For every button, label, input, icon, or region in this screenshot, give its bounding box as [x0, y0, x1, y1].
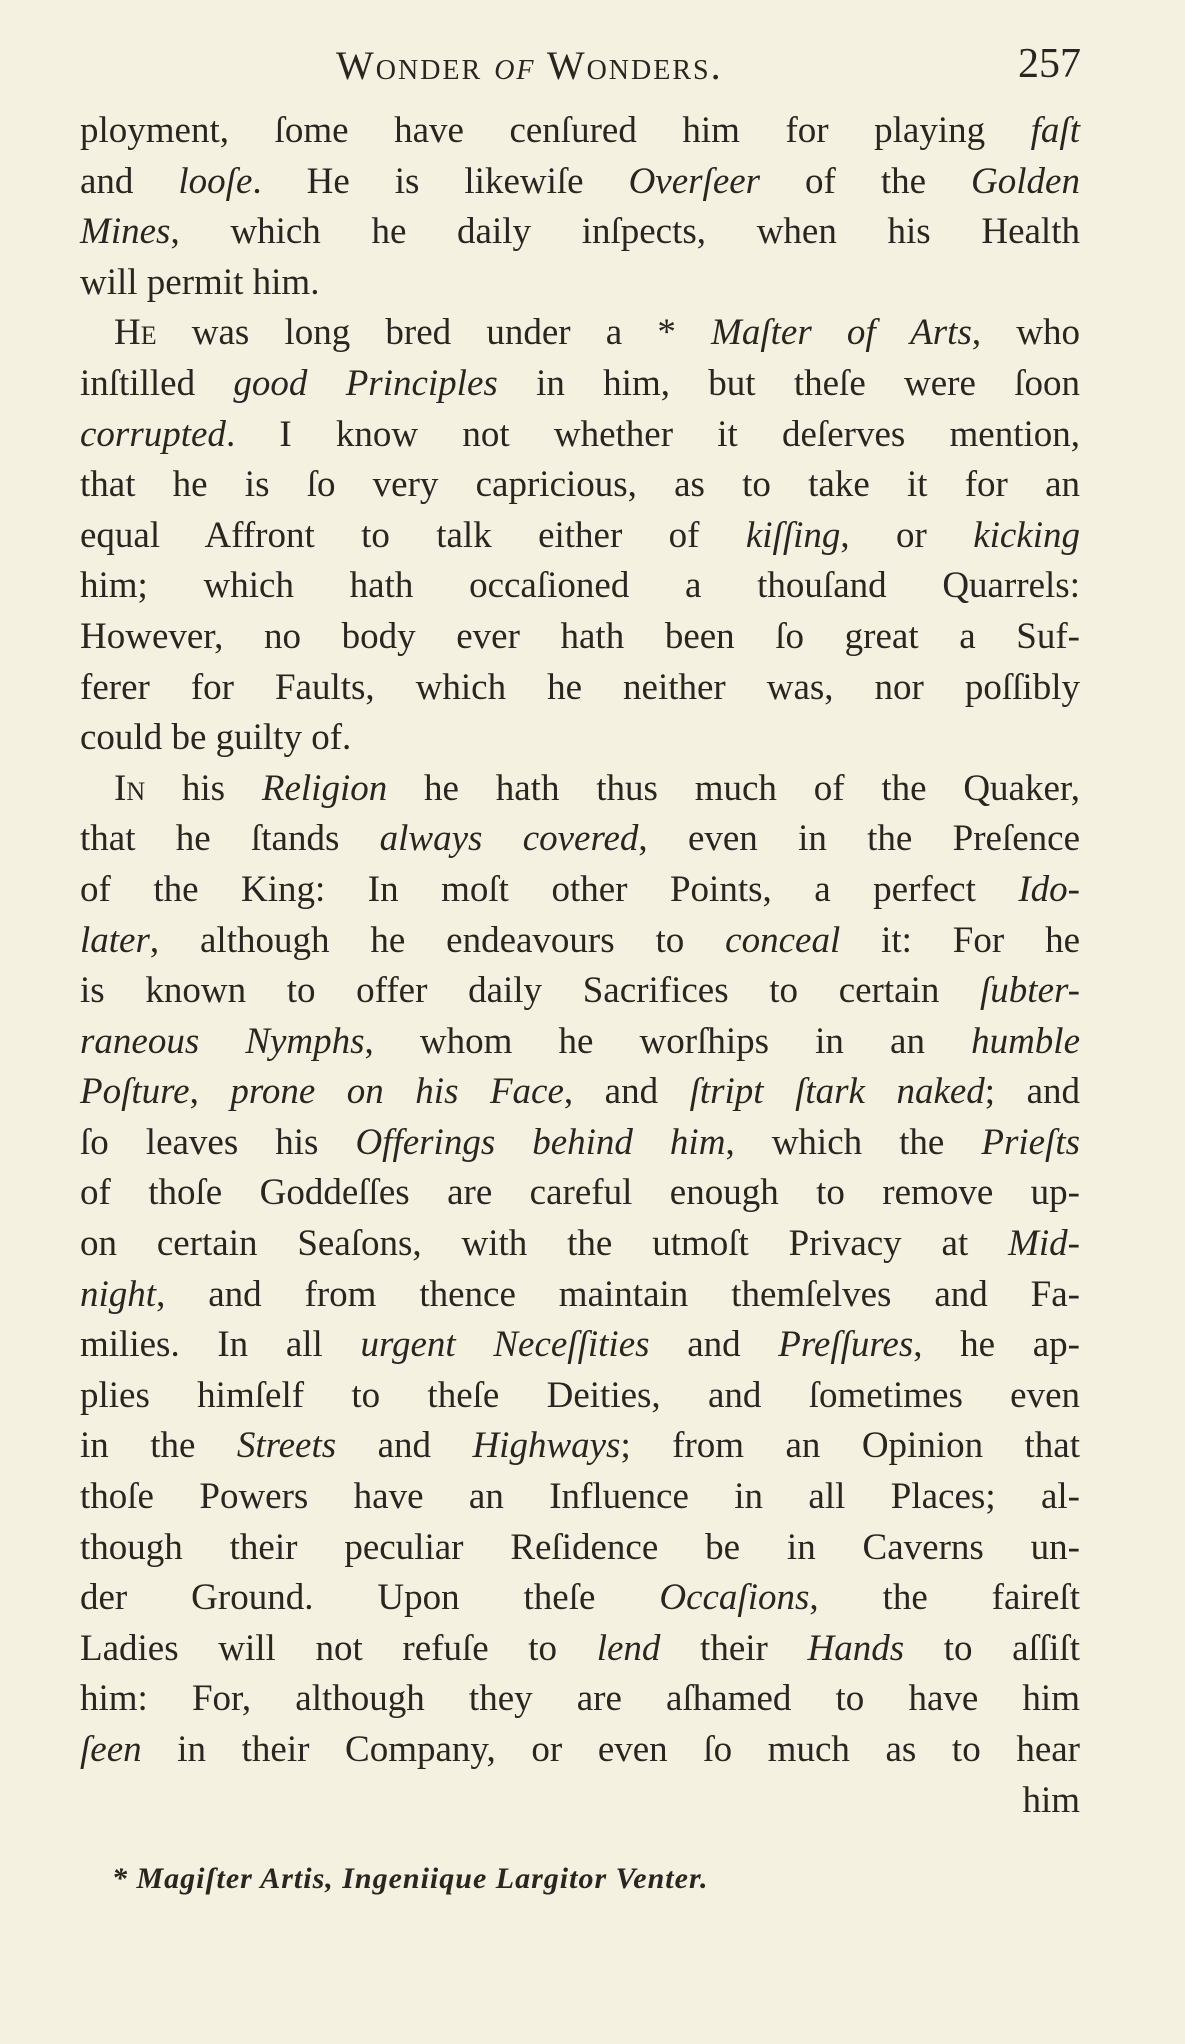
- text-line: ployment, ſome have cenſured him for playing faſt: [80, 110, 1080, 151]
- text-line: and looſe. He is likewiſe Overſeer of the Golden: [80, 160, 1080, 202]
- page-header: [0, 36, 1185, 100]
- text-line: could be guilty of.: [80, 717, 352, 759]
- text-line: is known to offer daily Sacrifices to certain ſubter-: [80, 970, 1080, 1012]
- text-line: plies himſelf to theſe Deities, and ſometimes even: [80, 1374, 1080, 1416]
- text-line: inſtilled good Principles in him, but theſe were ſoon: [80, 362, 1080, 404]
- text-line: raneous Nymphs, whom he worſhips in an humble: [80, 1020, 1080, 1062]
- footnote: * Magiſter Artis, Ingeniique Largitor Venter.: [112, 1862, 709, 1895]
- text-line: though their peculiar Reſidence be in Caverns un-: [80, 1526, 1080, 1568]
- text-line: milies. In all urgent Neceſſities and Preſſures, he ap-: [80, 1324, 1080, 1366]
- text-line: Ladies will not refuſe to lend their Hands to aſſiſt: [80, 1627, 1080, 1669]
- running-head-second-word: Wonders.: [546, 43, 723, 88]
- text-line: him; which hath occaſioned a thouſand Quarrels:: [80, 565, 1080, 607]
- text-line: thoſe Powers have an Influence in all Places; al-: [80, 1476, 1080, 1518]
- text-line: in the Streets and Highways; from an Opinion that: [80, 1425, 1080, 1467]
- text-line: ferer for Faults, which he neither was, nor poſſibly: [80, 666, 1080, 708]
- text-line: later, although he endeavours to conceal it: For he: [80, 919, 1080, 961]
- text-line: He was long bred under a * Maſter of Arts, who: [114, 312, 1080, 354]
- text-line: corrupted. I know not whether it deſerves mention,: [80, 413, 1080, 455]
- text-line: In his Religion he hath thus much of the Quaker,: [114, 767, 1080, 809]
- running-head-connector: of: [494, 43, 536, 88]
- text-line: ſo leaves his Offerings behind him, which the Prieſts: [80, 1121, 1081, 1163]
- text-line: will permit him.: [80, 261, 320, 303]
- page-number: 257: [1018, 41, 1081, 87]
- text-line: equal Affront to talk either of kiſſing, or kicking: [80, 514, 1081, 556]
- running-head: [336, 42, 723, 89]
- text-line: on certain Seaſons, with the utmoſt Privacy at Mid-: [80, 1223, 1080, 1265]
- text-line: Poſture, prone on his Face, and ſtript ſtark naked; and: [80, 1071, 1080, 1113]
- text-line: that he ſtands always covered, even in the Preſence: [80, 818, 1080, 860]
- text-line: that he is ſo very capricious, as to take it for an: [80, 464, 1080, 506]
- text-line: Mines, which he daily inſpects, when his Health: [80, 211, 1080, 253]
- text-line: However, no body ever hath been ſo great a Suf-: [80, 615, 1080, 657]
- body-text: [80, 106, 1080, 1826]
- text-line: of the King: In moſt other Points, a perfect Ido-: [80, 868, 1080, 910]
- text-line: of thoſe Goddeſſes are careful enough to remove up-: [80, 1172, 1080, 1214]
- text-line: ſeen in their Company, or even ſo much as to hear: [80, 1729, 1080, 1770]
- text-line: night, and from thence maintain themſelves and Fa-: [80, 1273, 1080, 1315]
- text-line: him: For, although they are aſhamed to have him: [80, 1678, 1080, 1720]
- text-line: der Ground. Upon theſe Occaſions, the faireſt: [80, 1577, 1080, 1619]
- running-head-first-word: Wonder: [336, 43, 483, 88]
- catchword: him: [1022, 1779, 1080, 1821]
